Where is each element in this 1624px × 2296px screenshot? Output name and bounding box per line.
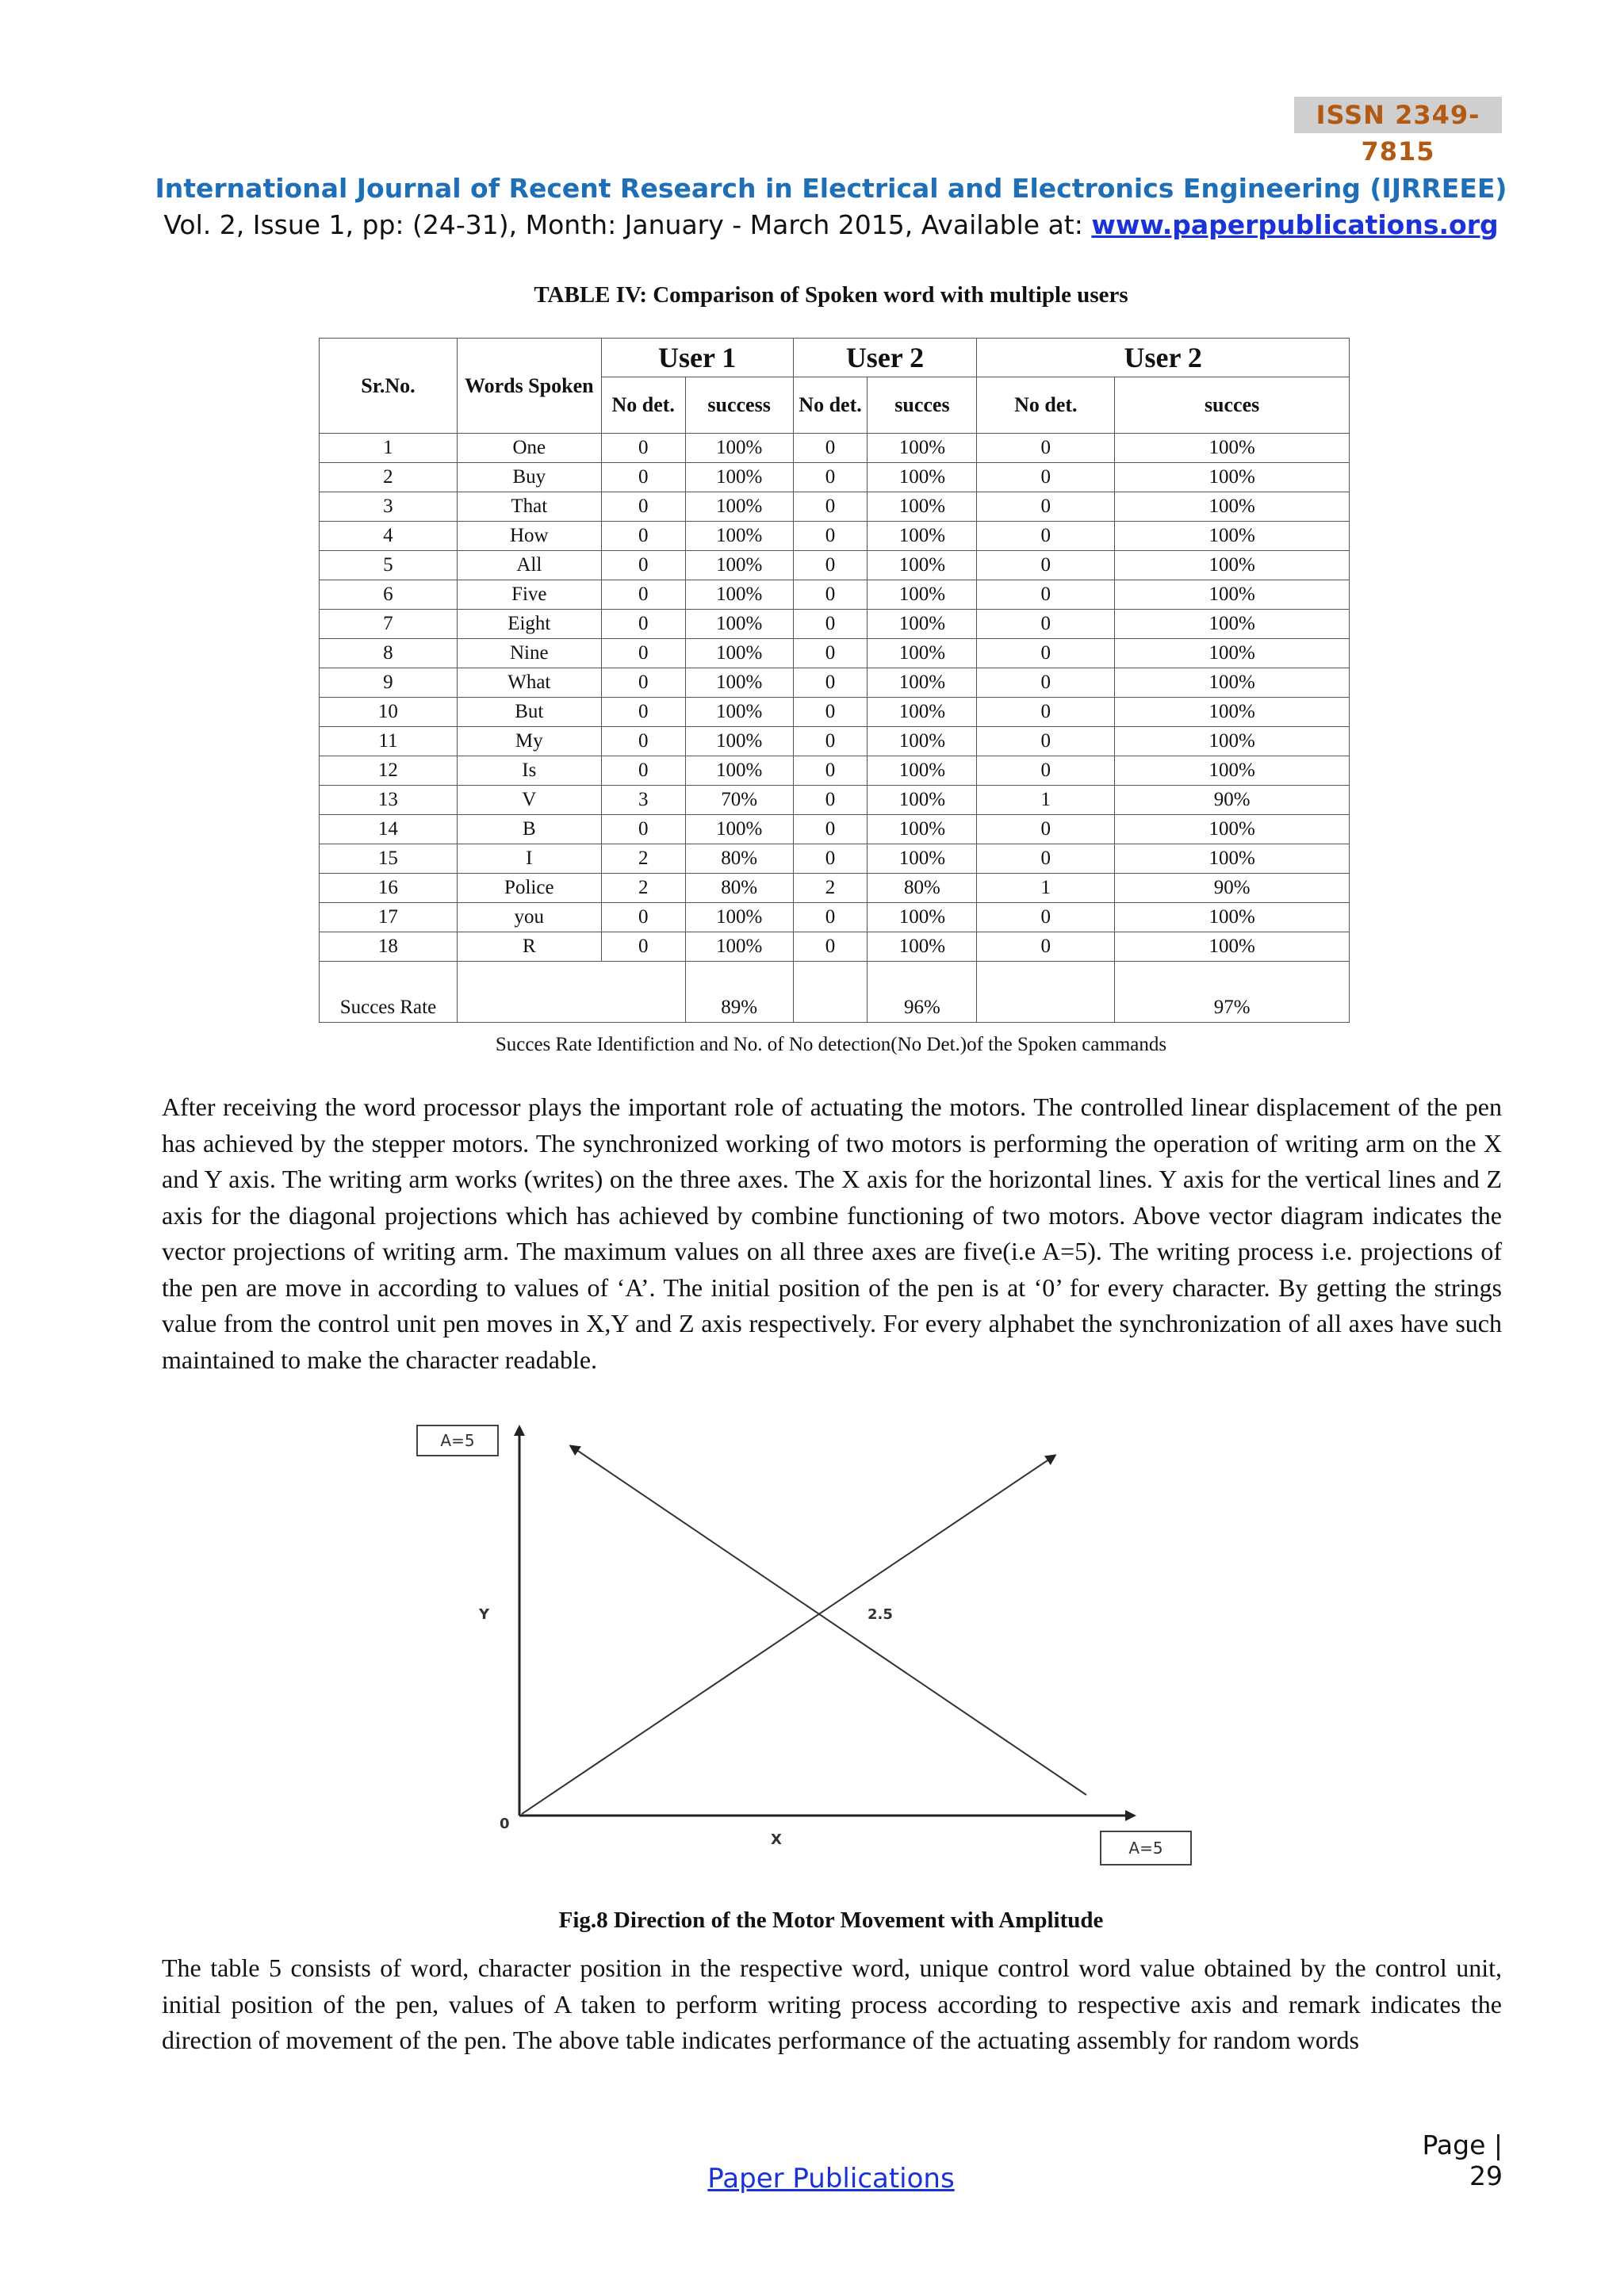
cell-word: Eight	[457, 610, 601, 639]
subheader-no-det: No det.	[793, 377, 868, 434]
cell-user1-success: 100%	[685, 815, 793, 844]
cell-user1-no-det: 0	[601, 756, 685, 786]
x-amplitude-label: A=5	[1128, 1839, 1163, 1858]
table-body	[320, 434, 1350, 962]
header-user-1: User 1	[601, 339, 793, 377]
cell-user2-no-det: 0	[793, 639, 868, 668]
cell-user2-success: 100%	[868, 756, 977, 786]
cell-srno: 11	[320, 727, 458, 756]
cell-user2-success: 100%	[868, 786, 977, 815]
cell-user1-success: 100%	[685, 698, 793, 727]
cell-user3-success: 100%	[1115, 580, 1350, 610]
cell-word: Five	[457, 580, 601, 610]
cell-srno: 4	[320, 522, 458, 551]
table-row	[320, 492, 1350, 522]
cell-user2-no-det: 0	[793, 551, 868, 580]
cell-user3-success: 100%	[1115, 434, 1350, 463]
table-row	[320, 639, 1350, 668]
cell-user3-success: 100%	[1115, 463, 1350, 492]
table-row	[320, 903, 1350, 932]
cell-user2-success: 100%	[868, 580, 977, 610]
empty-cell	[457, 962, 685, 1023]
cell-user2-success: 100%	[868, 932, 977, 962]
success-rate-user-1: 89%	[685, 962, 793, 1023]
cell-word: B	[457, 815, 601, 844]
cell-srno: 7	[320, 610, 458, 639]
table-row	[320, 932, 1350, 962]
cell-user1-no-det: 2	[601, 844, 685, 874]
motor-direction-figure	[396, 1411, 1237, 1887]
cell-word: But	[457, 698, 601, 727]
subheader-no-det: No det.	[601, 377, 685, 434]
table-row	[320, 434, 1350, 463]
table-row	[320, 522, 1350, 551]
cell-user2-no-det: 0	[793, 932, 868, 962]
cell-user1-success: 100%	[685, 492, 793, 522]
cell-word: What	[457, 668, 601, 698]
cell-user3-success: 100%	[1115, 668, 1350, 698]
cell-user2-success: 100%	[868, 727, 977, 756]
cell-word: One	[457, 434, 601, 463]
cell-user3-success: 100%	[1115, 639, 1350, 668]
cell-user3-no-det: 0	[977, 551, 1115, 580]
cell-user2-no-det: 0	[793, 786, 868, 815]
cell-user2-success: 100%	[868, 434, 977, 463]
x-axis-label: X	[771, 1831, 782, 1848]
cell-user2-success: 100%	[868, 844, 977, 874]
table-row	[320, 815, 1350, 844]
cell-word: Nine	[457, 639, 601, 668]
table-caption: TABLE IV: Comparison of Spoken word with multiple users	[534, 282, 1128, 308]
table-row	[320, 874, 1350, 903]
cell-word: How	[457, 522, 601, 551]
origin-label: 0	[500, 1816, 510, 1832]
cell-user1-success: 100%	[685, 551, 793, 580]
cell-user3-no-det: 0	[977, 639, 1115, 668]
diagonal-down	[571, 1446, 1086, 1795]
cell-srno: 2	[320, 463, 458, 492]
cell-user3-no-det: 0	[977, 903, 1115, 932]
success-rate-user-3: 97%	[1115, 962, 1350, 1023]
cell-user1-no-det: 0	[601, 815, 685, 844]
cell-user2-success: 100%	[868, 903, 977, 932]
cell-user1-no-det: 0	[601, 610, 685, 639]
journal-title: International Journal of Recent Research in Electrical and Electronics Engineering (IJRREEE)	[155, 173, 1507, 204]
cell-user3-success: 90%	[1115, 874, 1350, 903]
cell-user3-success: 90%	[1115, 786, 1350, 815]
success-rate-user-2: 96%	[868, 962, 977, 1023]
figure-caption: Fig.8 Direction of the Motor Movement with Amplitude	[558, 1908, 1104, 1933]
cell-user1-no-det: 3	[601, 786, 685, 815]
table-note: Succes Rate Identifiction and No. of No detection(No Det.)of the Spoken cammands	[495, 1034, 1167, 1055]
cell-user3-no-det: 0	[977, 844, 1115, 874]
cell-srno: 15	[320, 844, 458, 874]
cell-user1-no-det: 2	[601, 874, 685, 903]
cell-user2-success: 80%	[868, 874, 977, 903]
cell-srno: 12	[320, 756, 458, 786]
issn-badge: ISSN 2349-7815	[1294, 97, 1502, 133]
cell-user3-success: 100%	[1115, 903, 1350, 932]
cell-user2-success: 100%	[868, 492, 977, 522]
cell-user2-success: 100%	[868, 463, 977, 492]
cell-word: you	[457, 903, 601, 932]
cell-user1-no-det: 0	[601, 434, 685, 463]
table-row	[320, 727, 1350, 756]
cell-word: Police	[457, 874, 601, 903]
body-paragraph-1: After receiving the word processor plays the important role of actuating the motors. The controlled linear displacement of the pen has achieved by the stepper motors. The synchronized working of two motors is performing the operation of writing arm on the X and Y axis. The writing arm works (writes) on the three axes. The X axis for the horizontal lines. Y axis for the vertical lines and Z axis for the diagonal projections which has achieved by combine functioning of two motors. Above vector diagram indicates the vector projections of writing arm. The maximum values on all three axes are five(i.e A=5). The writing process i.e. projections of the pen are move in according to values of ‘A’. The initial position of the pen is at ‘0’ for every character. By getting the strings value from the control unit pen moves in X,Y and Z axis respectively. For every alphabet the synchronization of all axes have such maintained to make the character readable.	[162, 1093, 1502, 1374]
cell-user1-no-det: 0	[601, 639, 685, 668]
cell-user1-success: 100%	[685, 668, 793, 698]
cell-user1-success: 100%	[685, 463, 793, 492]
cell-user3-success: 100%	[1115, 932, 1350, 962]
cell-user3-success: 100%	[1115, 610, 1350, 639]
cell-user1-no-det: 0	[601, 522, 685, 551]
cell-user2-no-det: 0	[793, 610, 868, 639]
cell-user1-success: 100%	[685, 727, 793, 756]
cell-srno: 6	[320, 580, 458, 610]
cell-user1-no-det: 0	[601, 492, 685, 522]
success-rate-row	[320, 962, 1350, 1023]
cell-user2-success: 100%	[868, 522, 977, 551]
table-row	[320, 844, 1350, 874]
cell-user3-success: 100%	[1115, 815, 1350, 844]
cell-user1-no-det: 0	[601, 580, 685, 610]
subheader-success: succes	[868, 377, 977, 434]
cell-user3-no-det: 1	[977, 786, 1115, 815]
subheader-success: succes	[1115, 377, 1350, 434]
comparison-table	[319, 338, 1350, 1023]
journal-url-link[interactable]: www.paperpublications.org	[1091, 209, 1499, 240]
cell-user3-no-det: 0	[977, 698, 1115, 727]
cell-user3-no-det: 0	[977, 463, 1115, 492]
cell-user1-success: 100%	[685, 756, 793, 786]
cell-user1-success: 100%	[685, 522, 793, 551]
cell-user3-no-det: 0	[977, 815, 1115, 844]
cell-user3-no-det: 0	[977, 522, 1115, 551]
cell-user2-no-det: 0	[793, 580, 868, 610]
cell-user2-no-det: 0	[793, 815, 868, 844]
center-value-label: 2.5	[868, 1606, 893, 1623]
cell-user2-no-det: 0	[793, 434, 868, 463]
table-row	[320, 756, 1350, 786]
cell-user3-no-det: 0	[977, 727, 1115, 756]
cell-user1-no-det: 0	[601, 727, 685, 756]
cell-user3-success: 100%	[1115, 492, 1350, 522]
cell-user2-success: 100%	[868, 610, 977, 639]
cell-srno: 13	[320, 786, 458, 815]
empty-cell	[793, 962, 868, 1023]
cell-user1-success: 80%	[685, 844, 793, 874]
header-srno: Sr.No.	[320, 339, 458, 434]
cell-user2-success: 100%	[868, 815, 977, 844]
subheader-no-det: No det.	[977, 377, 1115, 434]
cell-word: My	[457, 727, 601, 756]
cell-user1-no-det: 0	[601, 463, 685, 492]
cell-user2-no-det: 0	[793, 727, 868, 756]
cell-user3-success: 100%	[1115, 844, 1350, 874]
table-row	[320, 610, 1350, 639]
cell-srno: 1	[320, 434, 458, 463]
cell-word: R	[457, 932, 601, 962]
journal-volume-text: Vol. 2, Issue 1, pp: (24-31), Month: January - March 2015, Available at:	[163, 209, 1092, 240]
cell-user2-success: 100%	[868, 639, 977, 668]
cell-srno: 9	[320, 668, 458, 698]
cell-user1-no-det: 0	[601, 551, 685, 580]
cell-user3-success: 100%	[1115, 698, 1350, 727]
cell-user3-success: 100%	[1115, 551, 1350, 580]
cell-user1-success: 80%	[685, 874, 793, 903]
cell-user2-no-det: 0	[793, 903, 868, 932]
cell-user3-no-det: 0	[977, 668, 1115, 698]
cell-user2-no-det: 0	[793, 522, 868, 551]
y-amplitude-label: A=5	[440, 1431, 475, 1450]
journal-volume-line	[0, 209, 1624, 240]
cell-user2-success: 100%	[868, 668, 977, 698]
cell-user1-no-det: 0	[601, 932, 685, 962]
cell-user2-success: 100%	[868, 551, 977, 580]
cell-word: All	[457, 551, 601, 580]
diagonal-up	[522, 1456, 1055, 1814]
table-row	[320, 786, 1350, 815]
cell-srno: 14	[320, 815, 458, 844]
cell-user1-success: 100%	[685, 610, 793, 639]
header-words-spoken: Words Spoken	[457, 339, 601, 434]
table-row	[320, 580, 1350, 610]
publisher-link[interactable]: Paper Publications	[707, 2163, 955, 2195]
empty-cell	[977, 962, 1115, 1023]
cell-word: That	[457, 492, 601, 522]
cell-user1-no-det: 0	[601, 903, 685, 932]
table-row	[320, 551, 1350, 580]
cell-user3-no-det: 0	[977, 932, 1115, 962]
cell-user1-success: 100%	[685, 639, 793, 668]
cell-word: Buy	[457, 463, 601, 492]
cell-user2-no-det: 0	[793, 463, 868, 492]
cell-user3-no-det: 0	[977, 492, 1115, 522]
cell-user1-success: 100%	[685, 434, 793, 463]
cell-user3-no-det: 1	[977, 874, 1115, 903]
cell-user1-success: 100%	[685, 580, 793, 610]
cell-word: V	[457, 786, 601, 815]
table-row	[320, 698, 1350, 727]
cell-user3-no-det: 0	[977, 434, 1115, 463]
cell-user1-no-det: 0	[601, 668, 685, 698]
header-user-2: User 2	[793, 339, 977, 377]
cell-word: Is	[457, 756, 601, 786]
cell-user1-success: 70%	[685, 786, 793, 815]
table-row	[320, 668, 1350, 698]
cell-user2-no-det: 0	[793, 698, 868, 727]
success-rate-label: Succes Rate	[320, 962, 458, 1023]
cell-user3-no-det: 0	[977, 756, 1115, 786]
cell-user3-no-det: 0	[977, 580, 1115, 610]
cell-user3-no-det: 0	[977, 610, 1115, 639]
cell-user1-success: 100%	[685, 903, 793, 932]
cell-user1-success: 100%	[685, 932, 793, 962]
cell-user2-no-det: 0	[793, 492, 868, 522]
cell-srno: 3	[320, 492, 458, 522]
subheader-success: success	[685, 377, 793, 434]
body-paragraph-2: The table 5 consists of word, character position in the respective word, unique control word value obtained by the control unit, initial position of the pen, values of A taken to perform writing process according to respective axis and remark indicates the direction of movement of the pen. The above table indicates performance of the actuating assembly for random words	[162, 1954, 1502, 2054]
cell-srno: 18	[320, 932, 458, 962]
cell-user3-success: 100%	[1115, 522, 1350, 551]
page-number: Page | 29	[1422, 2130, 1503, 2191]
cell-srno: 10	[320, 698, 458, 727]
cell-user1-no-det: 0	[601, 698, 685, 727]
cell-user2-success: 100%	[868, 698, 977, 727]
table-row	[320, 463, 1350, 492]
cell-srno: 16	[320, 874, 458, 903]
header-user-3: User 2	[977, 339, 1350, 377]
cell-user2-no-det: 0	[793, 756, 868, 786]
cell-user2-no-det: 0	[793, 668, 868, 698]
cell-srno: 17	[320, 903, 458, 932]
cell-user2-no-det: 0	[793, 844, 868, 874]
cell-srno: 8	[320, 639, 458, 668]
cell-user3-success: 100%	[1115, 727, 1350, 756]
cell-user3-success: 100%	[1115, 756, 1350, 786]
cell-srno: 5	[320, 551, 458, 580]
cell-word: I	[457, 844, 601, 874]
cell-user2-no-det: 2	[793, 874, 868, 903]
y-axis-label: Y	[479, 1606, 490, 1623]
